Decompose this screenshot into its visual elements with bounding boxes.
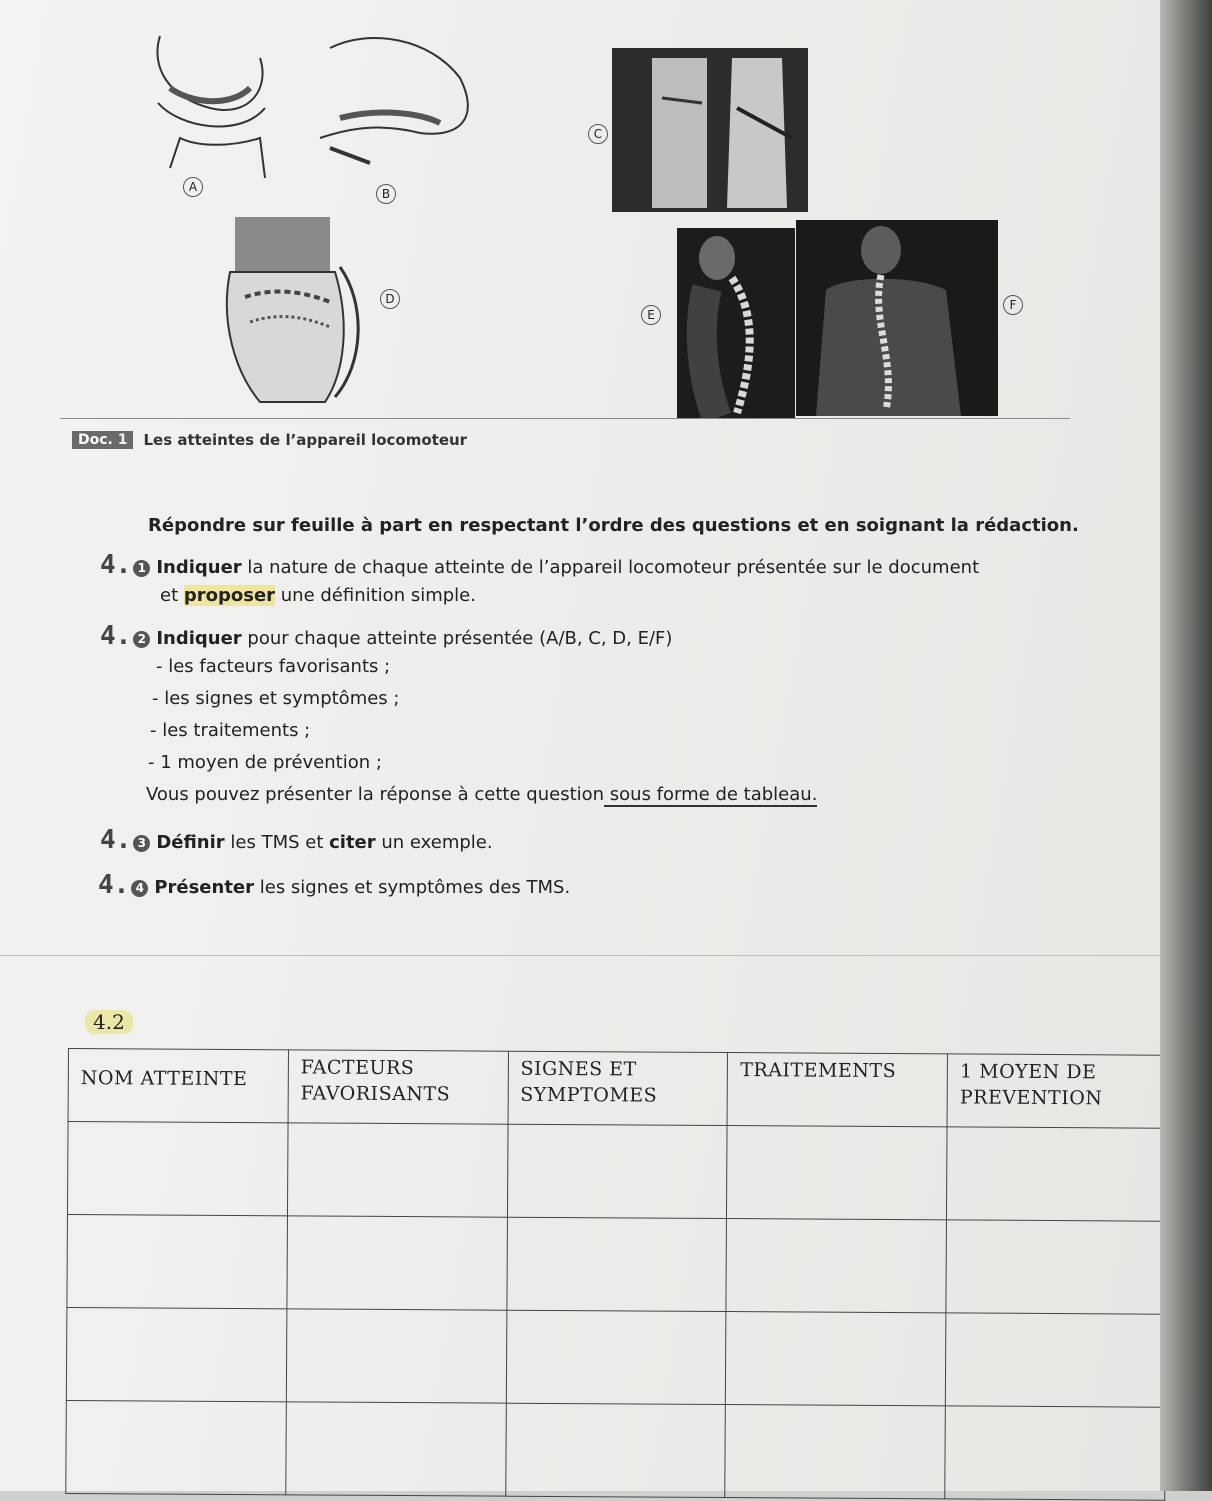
figure-label-d: D: [380, 289, 400, 309]
instructions-intro: Répondre sur feuille à part en respectant l’ordre des questions et en soignant la rédaction.: [148, 515, 1079, 536]
page-separator: [0, 955, 1160, 956]
table-cell[interactable]: [946, 1220, 1166, 1314]
table-cell[interactable]: [66, 1307, 286, 1401]
question-3: 4. 3 Définir les TMS et citer un exemple.: [100, 825, 493, 855]
figure-caption: [72, 429, 467, 451]
table-row: [67, 1122, 1167, 1222]
table-cell[interactable]: [506, 1310, 726, 1404]
figure-label-e: E: [641, 305, 661, 325]
header-traitements: TRAITEMENTS: [727, 1053, 947, 1127]
table-cell[interactable]: [287, 1123, 507, 1217]
table-cell[interactable]: [507, 1217, 727, 1311]
figure-label-b: B: [376, 184, 396, 204]
table-cell[interactable]: [507, 1124, 727, 1218]
question-2-note: Vous pouvez présenter la réponse à cette question sous forme de tableau.: [146, 784, 818, 805]
table-cell[interactable]: [286, 1402, 506, 1496]
spine-image-f: [796, 220, 998, 416]
doc-tag: Doc. 1: [72, 431, 133, 449]
table-header-row: [68, 1049, 1167, 1129]
spine-image-e: [677, 228, 795, 418]
fracture-image-c: [612, 48, 808, 212]
table-cell[interactable]: [67, 1215, 287, 1309]
table-cell[interactable]: [286, 1309, 506, 1403]
answer-table: [65, 1048, 1168, 1501]
table-cell[interactable]: [946, 1313, 1166, 1407]
question-2-item: - les facteurs favorisants ;: [156, 656, 391, 677]
table-cell[interactable]: [725, 1405, 945, 1499]
figure-label-c: C: [588, 124, 608, 144]
question-2-item: - les traitements ;: [150, 720, 311, 741]
table-row: [66, 1400, 1166, 1500]
figure-label-a: A: [183, 177, 203, 197]
header-prevention: 1 MOYEN DE PREVENTION: [947, 1054, 1167, 1128]
answer-label: 4.2: [85, 1010, 133, 1034]
question-2-item: - 1 moyen de prévention ;: [148, 752, 382, 773]
question-2: 4. 2 Indiquer pour chaque atteinte présentée (A/B, C, D, E/F): [100, 621, 673, 651]
table-cell[interactable]: [726, 1312, 946, 1406]
table-cell[interactable]: [66, 1400, 286, 1494]
caption-text: Les atteintes de l’appareil locomoteur: [143, 431, 468, 449]
header-nom-atteinte: NOM ATTEINTE: [68, 1049, 288, 1123]
question-4: 4. 4 Présenter les signes et symptômes des TMS.: [98, 870, 571, 900]
background-edge: [1160, 0, 1212, 1491]
question-2-item: - les signes et symptômes ;: [152, 688, 400, 709]
table-cell[interactable]: [727, 1126, 947, 1220]
joint-illustration-d: [215, 212, 375, 412]
table-cell[interactable]: [726, 1219, 946, 1313]
table-cell[interactable]: [947, 1127, 1167, 1221]
header-facteurs: FACTEURS FAVORISANTS: [288, 1050, 508, 1124]
figure-label-f: F: [1003, 295, 1023, 315]
table-row: [67, 1215, 1167, 1315]
table-row: [66, 1307, 1166, 1407]
caption-rule: [60, 418, 1070, 419]
table-cell[interactable]: [287, 1216, 507, 1310]
question-1-line-2: et proposer une définition simple.: [160, 585, 476, 606]
table-cell[interactable]: [67, 1122, 287, 1216]
table-cell[interactable]: [505, 1403, 725, 1497]
header-signes: SIGNES ET SYMPTOMES: [508, 1051, 728, 1125]
question-1: 4. 1 Indiquer la nature de chaque atteinte de l’appareil locomoteur présentée sur le document: [100, 550, 980, 580]
table-cell[interactable]: [945, 1406, 1165, 1500]
